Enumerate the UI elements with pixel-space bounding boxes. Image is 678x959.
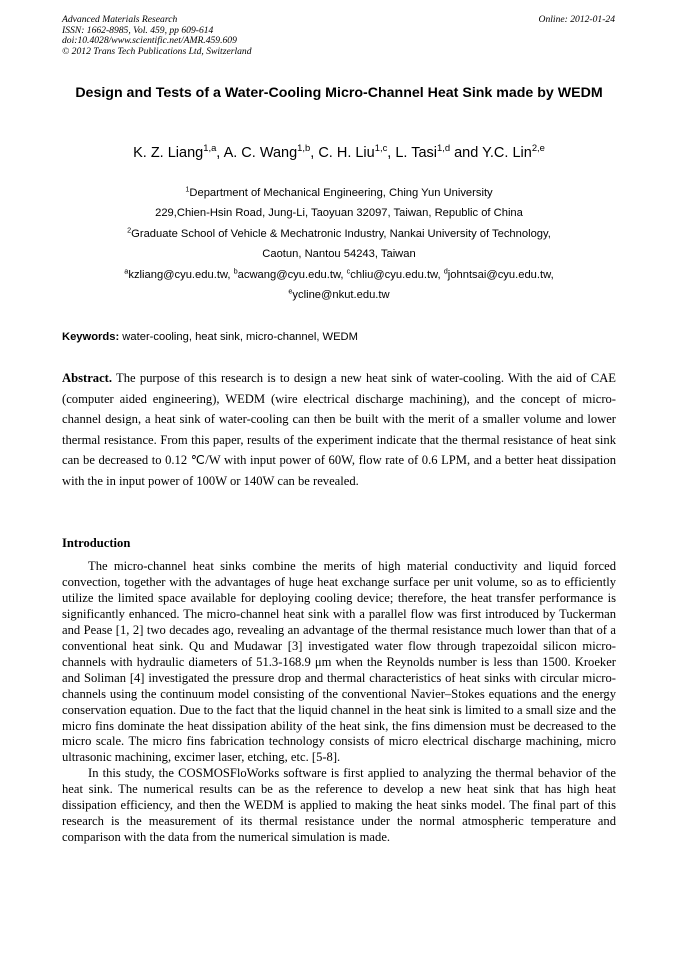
paragraph: The micro-channel heat sinks combine the merits of high material conductivity and liquid forced convection, together with the advantages of huge heat exchange surface per unit volume, so as to efficiently utilize the limited space available for deploying cooling device; therefore, the heat transfer performance is significantly enhanced. The micro-channel heat sink with a parallel flow was first introduced by Tuckerman and Pease [1, 2] two decades ago, revealing an advantage of the thermal resistance much lower than that of a conventional heat sink. Qu and Mudawar [3] investigated water flow through trapezoidal silicon micro-channels with hydraulic diameters of 51.3-168.9 μm when the Reynolds number is less than 1500. Kroeker and Soliman [4] investigated the pressure drop and thermal characteristics of heat sinks with circular micro-channels using the continuum model consisting of the conventional Navier–Stokes equations and the energy conservation equation. Due to the fact that the liquid channel in the heat sink is limited to a small size and the micro fins dominate the heat dissipation ability of the heat sink, the fins dimension must be decreased to the micro scale. The micro fins fabrication technology consists of micro electrical discharge machining, micro ultrasonic machining, excimer laser, etching, etc. [5-8]. — [62, 559, 616, 765]
keywords-label: Keywords: — [62, 331, 120, 343]
author-name: Y.C. Lin — [482, 145, 532, 161]
paper-title: Design and Tests of a Water-Cooling Micro-Channel Heat Sink made by WEDM — [75, 85, 603, 101]
author-name: K. Z. Liang — [133, 145, 204, 161]
author-affil-sup: 1,a — [203, 142, 217, 154]
affiliation-2 — [62, 224, 616, 244]
paragraph: In this study, the COSMOSFloWorks software is first applied to analyzing the thermal behavior of the heat sink. The numerical results can be as the reference to develop a new heat sink that has high heat dissipation efficiency, and then the WEDM is applied to making the heat sinks model. The final part of this research is the measurement of its thermal resistance under the normal atmospheric temperature and comparison with the data from the numerical simulation is made. — [62, 766, 616, 845]
author-sep: , — [387, 145, 396, 161]
email-sup: a — [124, 265, 129, 275]
issn-line: ISSN: 1662-8985, Vol. 459, pp 609-614 — [62, 24, 214, 36]
abstract-label: Abstract. — [62, 371, 113, 385]
journal-header — [62, 15, 252, 57]
author-affil-sup: 2,e — [531, 142, 545, 154]
online-date: Online: 2012-01-24 — [538, 14, 615, 25]
journal-name: Advanced Materials Research — [62, 14, 178, 25]
affiliation-sup: 2 — [127, 225, 132, 235]
author-affil-sup: 1,b — [297, 142, 311, 154]
affiliation-1-address: 229,Chien-Hsin Road, Jung-Li, Taoyuan 32097, Taiwan, Republic of China — [155, 207, 523, 220]
author-name: L. Tasi — [395, 145, 438, 161]
keywords — [62, 329, 616, 345]
section-heading: Introduction — [62, 536, 131, 550]
author-list — [62, 144, 616, 162]
author-name: A. C. Wang — [223, 145, 298, 161]
email-address: acwang@cyu.edu.tw, — [237, 268, 347, 281]
copyright-line: © 2012 Trans Tech Publications Ltd, Switzerland — [62, 45, 252, 57]
email-line — [62, 265, 616, 285]
email-sup: e — [288, 286, 293, 296]
email-line — [62, 285, 616, 305]
author-sep: and — [450, 145, 483, 161]
affiliation-2-address: Caotun, Nantou 54243, Taiwan — [262, 248, 416, 261]
affiliation-text: Department of Mechanical Engineering, Ching Yun University — [189, 187, 493, 199]
abstract — [62, 368, 616, 492]
author-name: C. H. Liu — [318, 145, 375, 161]
email-sup: d — [443, 265, 448, 275]
affiliation-sup: 1 — [185, 184, 190, 194]
affiliations — [62, 183, 616, 305]
author-sep: , — [216, 145, 224, 161]
email-address: ycline@nkut.edu.tw — [292, 289, 390, 302]
introduction-body — [62, 559, 616, 846]
email-address: chliu@cyu.edu.tw, — [350, 268, 444, 281]
email-sup: c — [346, 265, 351, 275]
doi-line: doi:10.4028/www.scientific.net/AMR.459.609 — [62, 35, 237, 47]
abstract-text: The purpose of this research is to design a new heat sink of water-cooling. With the aid of CAE (computer aided engineering), WEDM (wire electrical discharge machining), and the concept of micro-channel design, a heat sink of water-cooling can then be built with the merit of a smaller volume and lower thermal resistance. From this paper, results of the experiment indicate that the thermal resistance of heat sink can be decreased to 0.12 ℃/W with input power of 60W, flow rate of 0.6 LPM, and a better heat dissipation with the in input power of 100W or 140W can be revealed. — [62, 371, 616, 488]
author-sep: , — [310, 145, 319, 161]
email-sup: b — [233, 265, 238, 275]
author-affil-sup: 1,d — [437, 142, 451, 154]
author-affil-sup: 1,c — [374, 142, 388, 154]
email-address: johntsai@cyu.edu.tw, — [447, 268, 554, 281]
email-address: kzliang@cyu.edu.tw, — [128, 268, 234, 281]
keywords-text: water-cooling, heat sink, micro-channel, WEDM — [119, 331, 358, 343]
affiliation-text: Graduate School of Vehicle & Mechatronic Industry, Nankai University of Technology, — [131, 227, 551, 240]
affiliation-1 — [62, 183, 616, 203]
